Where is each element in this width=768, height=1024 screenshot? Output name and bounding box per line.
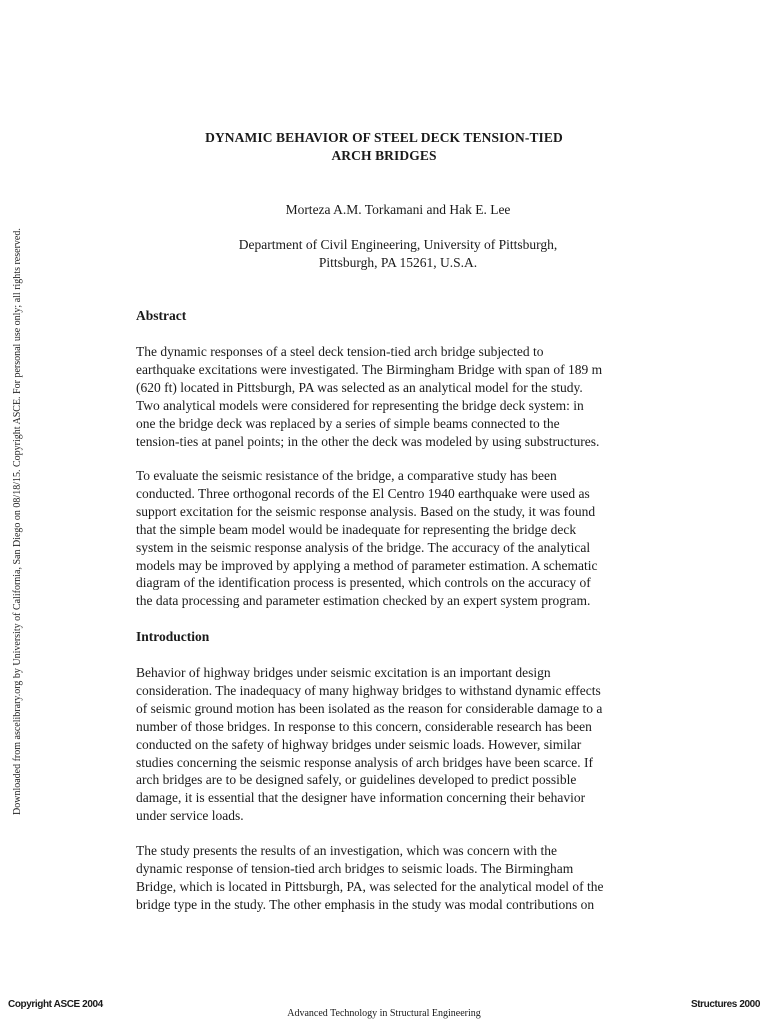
title-line-2: ARCH BRIDGES bbox=[331, 148, 437, 163]
text-line: diagram of the identification process is presented, which controls on the accuracy of bbox=[136, 575, 591, 591]
download-notice: Downloaded from ascelibrary.org by University of California, San Diego on 08/18/15. Copyright ASCE. For personal use only; all rights reserved. bbox=[12, 228, 23, 815]
footer-copyright: Copyright ASCE 2004 bbox=[8, 999, 103, 1010]
text-line: damage, it is essential that the designer have information concerning their behavior bbox=[136, 790, 586, 806]
text-line: number of those bridges. In response to this concern, considerable research has been bbox=[136, 718, 592, 734]
text-line: of seismic ground motion has been isolated as the reason for considerable damage to a bbox=[136, 700, 603, 716]
text-line: the data processing and parameter estimation checked by an expert system program. bbox=[136, 593, 591, 609]
text-line: To evaluate the seismic resistance of the bridge, a comparative study has been bbox=[136, 468, 557, 483]
text-line: earthquake excitations were investigated. The Birmingham Bridge with span of 189 m bbox=[136, 361, 603, 377]
text-line: bridge type in the study. The other emphasis in the study was modal contributions on bbox=[136, 896, 595, 912]
text-line: (620 ft) located in Pittsburgh, PA was selected as an analytical model for the study. bbox=[136, 379, 583, 395]
affiliation bbox=[0, 236, 768, 272]
text-line: dynamic response of tension-tied arch bridges to seismic loads. The Birmingham bbox=[136, 860, 574, 876]
text-line: conducted. Three orthogonal records of the El Centro 1940 earthquake were used as bbox=[136, 485, 590, 501]
text-line: The dynamic responses of a steel deck tension-tied arch bridge subjected to bbox=[136, 344, 544, 359]
text-line: The study presents the results of an investigation, which was concern with the bbox=[136, 843, 558, 858]
author-list: Morteza A.M. Torkamani and Hak E. Lee bbox=[285, 202, 511, 217]
paper-title bbox=[0, 129, 768, 165]
text-line: Two analytical models were considered for representing the bridge deck system: in bbox=[136, 397, 584, 413]
abstract-paragraph-2 bbox=[136, 467, 666, 610]
text-line: Bridge, which is located in Pittsburgh, PA, was selected for the analytical model of the bbox=[136, 878, 604, 894]
text-line: that the simple beam model would be inadequate for representing the bridge deck bbox=[136, 521, 577, 537]
title-line-1: DYNAMIC BEHAVIOR OF STEEL DECK TENSION-TIED bbox=[205, 130, 563, 145]
abstract-paragraph-1 bbox=[136, 343, 666, 450]
text-line: system in the seismic response analysis of the bridge. The accuracy of the analytical bbox=[136, 539, 591, 555]
introduction-heading: Introduction bbox=[136, 629, 210, 644]
affiliation-line-2: Pittsburgh, PA 15261, U.S.A. bbox=[318, 255, 478, 270]
text-line: consideration. The inadequacy of many highway bridges to withstand dynamic effects bbox=[136, 682, 601, 698]
text-line: Behavior of highway bridges under seismic excitation is an important design bbox=[136, 665, 551, 680]
text-line: arch bridges are to be designed safely, or guidelines developed to predict possible bbox=[136, 772, 577, 788]
text-line: tension-ties at panel points; in the other the deck was modeled by using substructures. bbox=[136, 433, 600, 449]
footer-conference: Structures 2000 bbox=[690, 999, 760, 1010]
text-line: support excitation for the seismic response analysis. Based on the study, it was found bbox=[136, 503, 596, 519]
affiliation-line-1: Department of Civil Engineering, University of Pittsburgh, bbox=[238, 237, 558, 252]
text-line: under service loads. bbox=[136, 808, 244, 824]
introduction-paragraph-2 bbox=[136, 842, 666, 914]
text-line: models may be improved by applying a method of parameter estimation. A schematic bbox=[136, 557, 598, 573]
text-line: conducted on the safety of highway bridges under seismic loads. However, similar bbox=[136, 736, 582, 752]
abstract-heading: Abstract bbox=[136, 308, 187, 323]
text-line: one the bridge deck was replaced by a series of simple beams connected to the bbox=[136, 415, 560, 431]
text-line: studies concerning the seismic response analysis of arch bridges have been scarce. If bbox=[136, 754, 593, 770]
introduction-paragraph-1 bbox=[136, 664, 666, 825]
footer-proceedings-title: Advanced Technology in Structural Engineering bbox=[287, 1008, 481, 1019]
